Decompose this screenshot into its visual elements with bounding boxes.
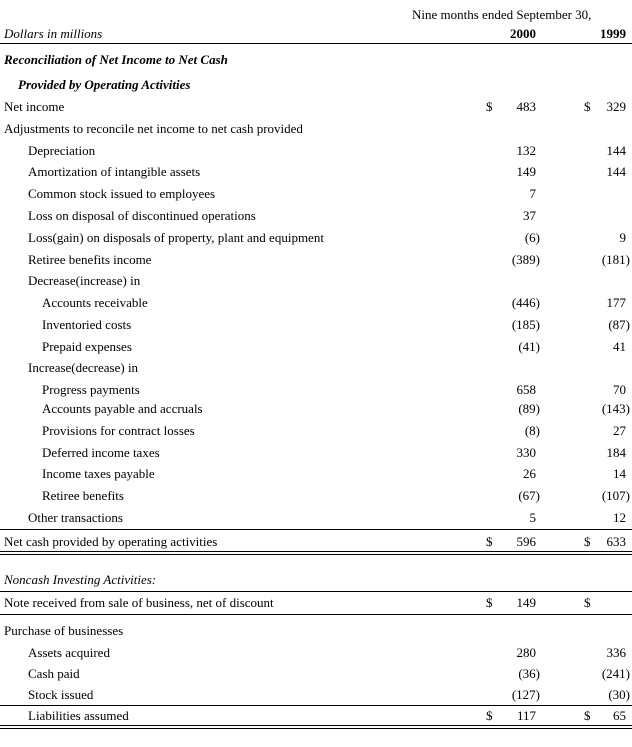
value-1999: 9 [619,230,626,245]
value-1999: 14 [613,466,626,481]
value-2000: 5 [529,510,536,525]
section-title-line1: Reconciliation of Net Income to Net Cash [4,52,228,67]
value-1999: 41 [613,339,626,354]
value-2000: (127) [511,687,540,702]
currency-symbol: $ [584,99,591,114]
row-label: Deferred income taxes [42,445,160,460]
value-1999: (30) [608,687,630,702]
row-label: Note received from sale of business, net of discount [4,595,274,610]
value-2000: (41) [518,339,540,354]
column-header-1999: 1999 [600,26,626,41]
currency-symbol: $ [486,534,493,549]
value-1999: 70 [613,382,626,397]
value-2000: 658 [516,382,536,397]
currency-symbol: $ [584,595,591,610]
decrease-group-label: Decrease(increase) in [28,273,141,288]
total-double-rule [0,551,632,555]
value-2000: 26 [523,466,536,481]
value-2000: 280 [516,645,536,660]
row-label: Stock issued [28,687,94,702]
row-label: Loss(gain) on disposals of property, plant and equipment [28,230,324,245]
section-title-line2: Provided by Operating Activities [18,77,191,92]
value-1999: 12 [613,510,626,525]
currency-symbol: $ [486,99,493,114]
value-1999: 329 [606,99,626,114]
currency-symbol: $ [584,534,591,549]
row-label: Loss on disposal of discontinued operations [28,208,256,223]
value-2000: (185) [511,317,540,332]
row-label: Retiree benefits income [28,252,152,267]
value-1999: (87) [608,317,630,332]
row-label: Net cash provided by operating activities [4,534,218,549]
value-2000: 483 [516,99,536,114]
value-2000: (89) [518,401,540,416]
noncash-title: Noncash Investing Activities: [4,572,157,587]
row-label: Income taxes payable [42,466,155,481]
value-1999: 633 [606,534,626,549]
value-2000: (446) [511,295,540,310]
value-2000: (36) [518,666,540,681]
value-2000: 149 [516,164,536,179]
value-1999: 27 [613,423,626,438]
row-label: Retiree benefits [42,488,124,503]
value-1999: 336 [606,645,626,660]
row-label: Provisions for contract losses [42,423,195,438]
row-label: Progress payments [42,382,140,397]
value-1999: (107) [601,488,630,503]
value-2000: (6) [524,230,540,245]
purchase-label: Purchase of businesses [4,623,124,638]
currency-symbol: $ [486,708,493,723]
value-1999: 177 [606,295,626,310]
value-2000: 132 [516,143,536,158]
units-label: Dollars in millions [4,26,103,41]
row-label: Inventoried costs [42,317,132,332]
noncash-rule [0,591,632,592]
row-label: Accounts receivable [42,295,148,310]
value-1999: 184 [606,445,626,460]
currency-symbol: $ [584,708,591,723]
adjustments-label: Adjustments to reconcile net income to net cash provided [4,121,303,136]
value-2000: 7 [529,186,536,201]
row-label: Prepaid expenses [42,339,132,354]
value-2000: 596 [516,534,536,549]
row-label: Common stock issued to employees [28,186,216,201]
value-2000: (389) [511,252,540,267]
value-2000: 37 [523,208,536,223]
value-1999: (143) [601,401,630,416]
value-2000: 330 [516,445,536,460]
note-rule [0,614,632,615]
value-2000: (8) [524,423,540,438]
column-header-2000: 2000 [510,26,536,41]
value-2000: (67) [518,488,540,503]
row-label: Depreciation [28,143,96,158]
value-1999: 65 [613,708,626,723]
header-rule [0,43,632,44]
row-label: Accounts payable and accruals [42,401,203,416]
value-1999: (241) [601,666,630,681]
value-1999: 144 [606,164,626,179]
row-label: Cash paid [28,666,80,681]
value-1999: 144 [606,143,626,158]
increase-group-label: Increase(decrease) in [28,360,139,375]
row-label: Assets acquired [28,645,110,660]
liabilities-top-rule [0,705,632,706]
currency-symbol: $ [486,595,493,610]
row-label: Amortization of intangible assets [28,164,201,179]
final-double-rule [0,725,632,729]
row-label: Liabilities assumed [28,708,129,723]
row-label: Other transactions [28,510,123,525]
value-2000: 149 [516,595,536,610]
value-1999: (181) [601,252,630,267]
subtotal-rule [0,529,632,530]
value-2000: 117 [516,708,536,723]
period-header: Nine months ended September 30, [412,7,592,22]
row-label: Net income [4,99,65,114]
